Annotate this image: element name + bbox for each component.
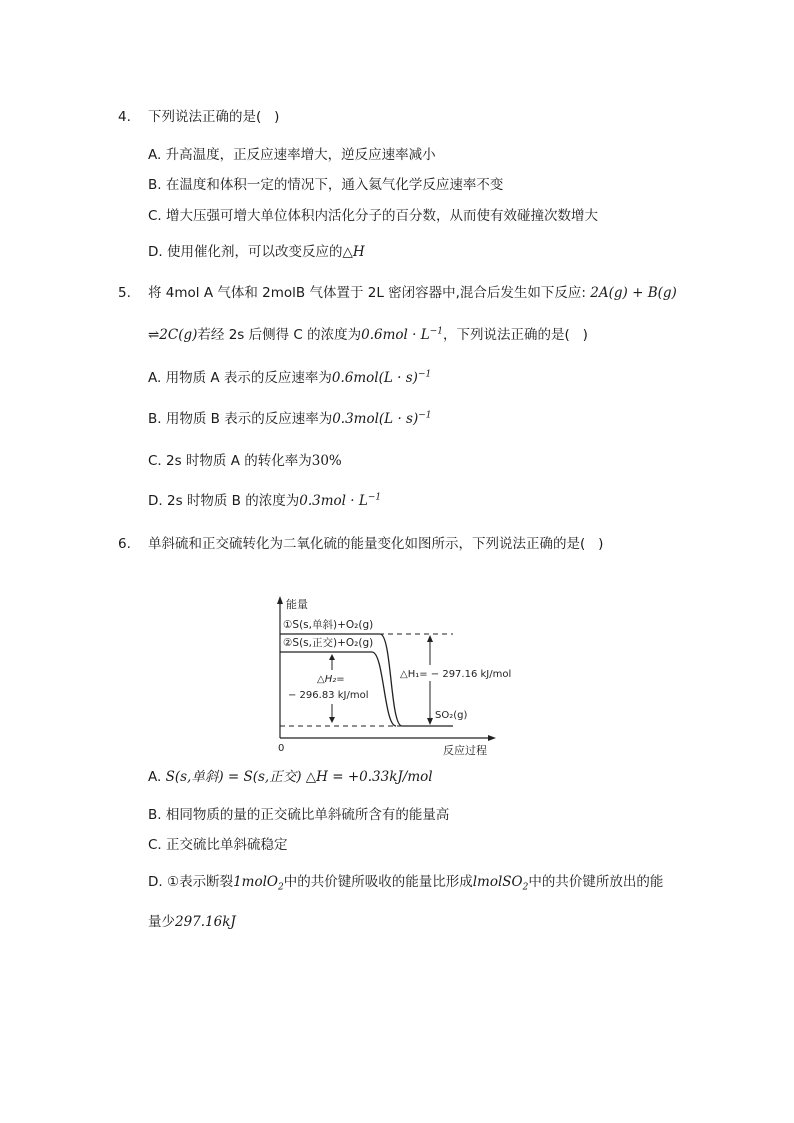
question-6-option-b: B. 相同物质的量的正交硫比单斜硫所含有的能量高	[148, 807, 450, 823]
question-4-number: 4.	[118, 109, 131, 125]
question-4-stem: 下列说法正确的是( )	[148, 109, 280, 125]
question-5-stem-line2: ⇌2C(g)若经 2s 后侧得 C 的浓度为$0.6mol \cdot L^{-1}$，下列说法正确的是( )	[148, 326, 588, 343]
question-4-option-d: D. 使用催化剂，可以改变反应的△H	[148, 244, 365, 260]
energy-diagram	[268, 590, 528, 760]
y-axis-arrow	[277, 596, 283, 604]
question-5-option-a: A. 用物质 A 表示的反应速率为$0.6mol(L \cdot s)^{-1}$	[148, 369, 432, 386]
level-2-label: ②S(s,正交)+O₂(g)	[283, 637, 374, 649]
question-6-number: 6.	[118, 536, 131, 552]
dh2-arrowhead-up	[329, 654, 335, 660]
question-6-stem: 单斜硫和正交硫转化为二氧化硫的能量变化如图所示，下列说法正确的是( )	[148, 536, 604, 552]
question-6-option-c: C. 正交硫比单斜硫稳定	[148, 837, 288, 853]
question-5-stem-line1: 将 4mol A 气体和 2molB 气体置于 2L 密闭容器中,混合后发生如下反应: 2A(g) + B(g)	[148, 285, 677, 301]
dh1-arrowhead-down	[427, 718, 433, 725]
question-5-option-b: B. 用物质 B 表示的反应速率为$0.3mol(L \cdot s)^{-1}$	[148, 410, 432, 427]
question-5-number: 5.	[118, 285, 131, 301]
x-axis-label: 反应过程	[443, 744, 487, 757]
question-4-option-b: B. 在温度和体积一定的情况下，通入氦气化学反应速率不变	[148, 177, 504, 193]
question-6-option-d-line1: D. ①表示断裂1molO$_2$中的共价键所吸收的能量比形成lmolSO$_2$中的共价键所放出的能	[148, 874, 664, 893]
dh2-label: △H₂=	[317, 674, 345, 685]
dh1-label: △H₁= − 297.16 kJ/mol	[400, 669, 512, 680]
x-axis-arrow	[488, 735, 496, 741]
dh2-value: − 296.83 kJ/mol	[288, 690, 369, 701]
curve-orthorhombic	[280, 652, 396, 726]
y-axis-label: 能量	[286, 598, 308, 611]
question-4-option-c: C. 增大压强可增大单位体积内活化分子的百分数，从而使有效碰撞次数增大	[148, 208, 599, 224]
question-6-option-d-line2: 量少297.16kJ	[148, 914, 236, 930]
origin-label: 0	[278, 743, 285, 754]
question-5-option-d: D. 2s 时物质 B 的浓度为$0.3mol \cdot L^{-1}$	[148, 492, 382, 509]
question-4-option-a: A. 升高温度，正反应速率增大，逆反应速率减小	[148, 147, 436, 163]
question-6-option-a: A. S(s,单斜) = S(s,正交) △H = +0.33kJ/mol	[148, 769, 433, 785]
product-label: SO₂(g)	[435, 710, 468, 721]
level-1-label: ①S(s,单斜)+O₂(g)	[283, 619, 374, 631]
dh1-arrowhead-up	[427, 635, 433, 642]
question-5-option-c: C. 2s 时物质 A 的转化率为30%	[148, 453, 342, 469]
dh2-arrowhead-down	[329, 717, 335, 723]
